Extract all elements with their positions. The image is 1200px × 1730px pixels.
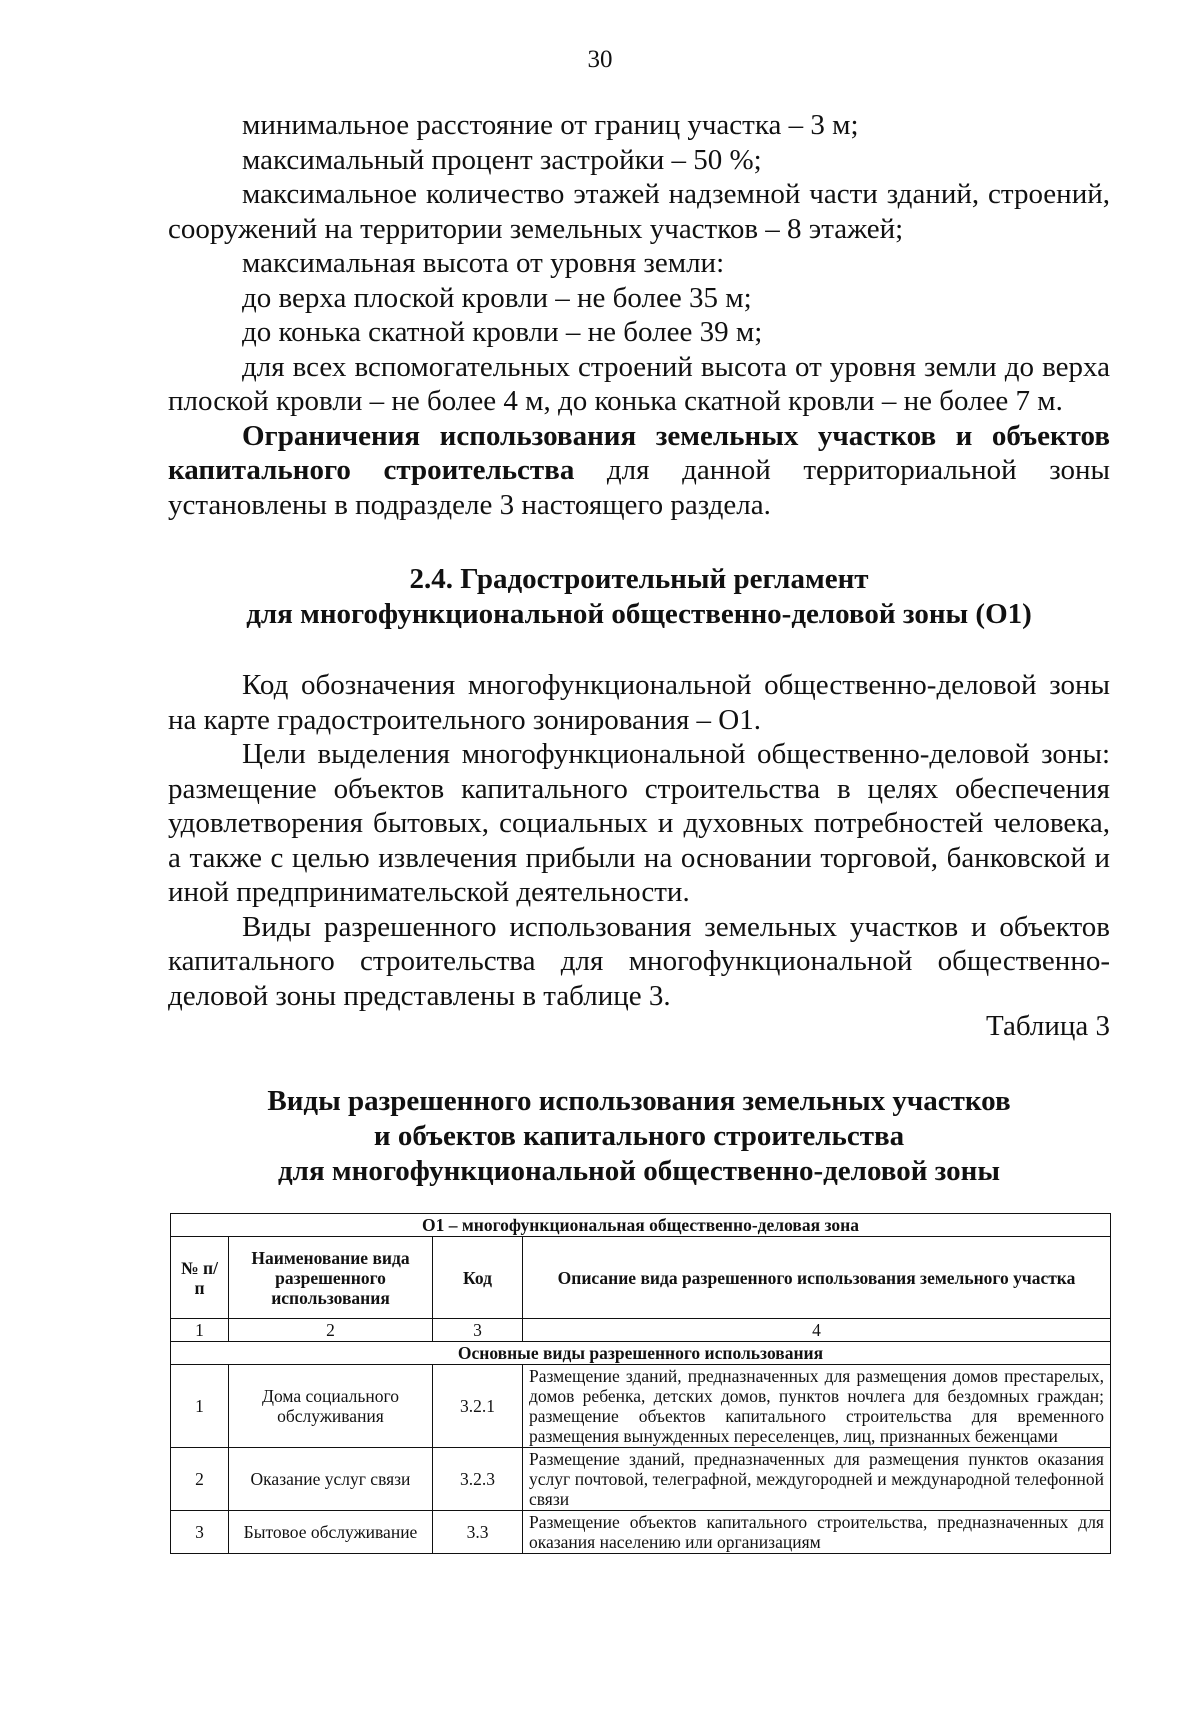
row-code: 3.2.3 — [433, 1448, 523, 1511]
param-line: до конька скатной кровли – не более 39 м; — [242, 316, 763, 348]
restrictions-rest: для данной территориальной зоны установлены в подразделе 3 настоящего раздела. — [168, 454, 1110, 521]
zone-header-row — [171, 1214, 1111, 1237]
section-heading-line1: 2.4. Градостроительный регламент — [409, 563, 869, 595]
row-number: 2 — [171, 1448, 229, 1511]
col-header-number: № п/п — [171, 1237, 229, 1319]
section-row-label: Основные виды разрешенного использования — [171, 1342, 1111, 1365]
section-row — [171, 1342, 1111, 1365]
regulation-parameters — [168, 108, 1110, 522]
row-description: Размещение зданий, предназначенных для размещения домов престарелых, домов ребенка, детских домов, пунктов ночлега для бездомных граждан; размещение объектов капитального строительства для временного размещения вынужденных переселенцев, лиц, признанных беженцами — [523, 1365, 1111, 1448]
row-code: 3.3 — [433, 1511, 523, 1554]
table-row — [171, 1365, 1111, 1448]
col-header-description: Описание вида разрешенного использования земельного участка — [523, 1237, 1111, 1319]
row-description: Размещение зданий, предназначенных для размещения пунктов оказания услуг почтовой, телеграфной, междугородней и международной телефонной связи — [523, 1448, 1111, 1511]
param-line: максимальная высота от уровня земли: — [242, 247, 725, 279]
restrictions-paragraph — [168, 419, 1110, 523]
param-line: максимальное количество этажей надземной части зданий, строений, сооружений на территории земельных участков – 8 этажей; — [168, 178, 1110, 245]
row-description: Размещение объектов капитального строительства, предназначенных для оказания населению или организациям — [523, 1511, 1111, 1554]
param-line: максимальный процент застройки – 50 %; — [242, 143, 762, 176]
row-number: 1 — [171, 1365, 229, 1448]
col-number: 2 — [229, 1319, 433, 1342]
restrictions-bold: Ограничения использования земельных участков и объектов капитального строительства — [168, 419, 1110, 486]
col-header-code: Код — [433, 1237, 523, 1319]
table-title-line2: и объектов капитального строительства — [373, 1120, 905, 1152]
body-paragraph: Цели выделения многофункциональной общественно-деловой зоны: размещение объектов капитального строительства в целях обеспечения удовлетворения бытовых, социальных и духовных потребностей человека, а также с целью извлечения прибыли на основании торговой, банковской и иной предпринимательской деятельности. — [168, 738, 1110, 908]
table-title — [168, 1084, 1110, 1189]
body-paragraph: Код обозначения многофункциональной общественно-деловой зоны на карте градостроительного зонирования – О1. — [168, 669, 1110, 736]
param-line: до верха плоской кровли – не более 35 м; — [242, 281, 752, 314]
row-code: 3.2.1 — [433, 1365, 523, 1448]
col-number: 3 — [433, 1319, 523, 1342]
table-title-line3: для многофункциональной общественно-деловой зоны — [278, 1155, 1000, 1187]
table-row — [171, 1448, 1111, 1511]
body-paragraph: Виды разрешенного использования земельных участков и объектов капитального строительства для многофункциональной общественно-деловой зоны представлены в таблице 3. — [168, 910, 1110, 1012]
table-row — [171, 1511, 1111, 1554]
table-title-line1: Виды разрешенного использования земельных участков — [267, 1085, 1011, 1117]
row-number: 3 — [171, 1511, 229, 1554]
land-use-table — [170, 1213, 1111, 1554]
column-number-row — [171, 1319, 1111, 1342]
zone-header: О1 – многофункциональная общественно-деловая зона — [171, 1214, 1111, 1237]
row-name: Бытовое обслуживание — [229, 1511, 433, 1554]
param-line: для всех вспомогательных строений высота от уровня земли до верха плоской кровли – не более 4 м, до конька скатной кровли – не более 7 м. — [168, 350, 1110, 417]
page-number: 30 — [587, 46, 613, 73]
section-heading — [168, 562, 1110, 632]
param-line: минимальное расстояние от границ участка – 3 м; — [242, 109, 859, 141]
zone-description — [168, 668, 1110, 1013]
col-number: 1 — [171, 1319, 229, 1342]
col-number: 4 — [523, 1319, 1111, 1342]
table-label: Таблица 3 — [985, 1010, 1110, 1042]
section-heading-line2: для многофункциональной общественно-деловой зоны (О1) — [246, 598, 1032, 630]
row-name: Дома социального обслуживания — [229, 1365, 433, 1448]
col-header-name: Наименование вида разрешенного использования — [229, 1237, 433, 1319]
column-header-row — [171, 1237, 1111, 1319]
row-name: Оказание услуг связи — [229, 1448, 433, 1511]
